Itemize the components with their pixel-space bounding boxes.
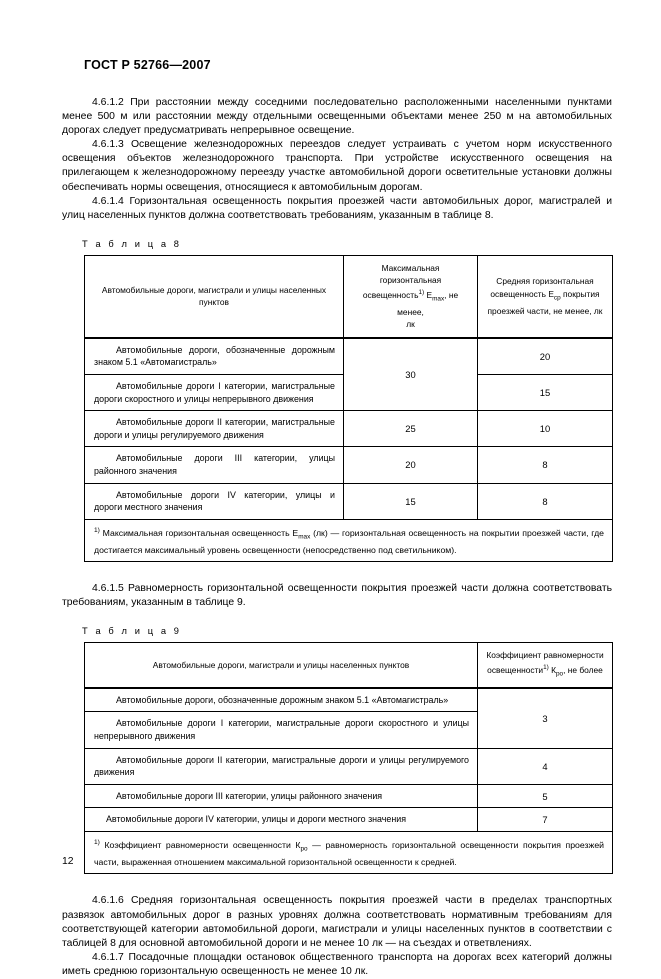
spacer [62, 562, 612, 582]
table8-row4-desc: Автомобильные дороги IV категории, улицы и дороги местного значения [94, 489, 335, 513]
table-row [85, 748, 613, 784]
table9-header [85, 643, 613, 688]
table8-header [85, 255, 613, 337]
table8-row2-emax: 25 [405, 423, 416, 435]
table8-header-col2-line2-post: , не менее, [397, 289, 459, 317]
table8-cell-desc [85, 483, 344, 519]
table8-footnote-pre: Максимальная горизонтальная освещенность E [99, 527, 299, 538]
table9-row0-k: 3 [542, 712, 548, 724]
table8-header-col3-line3: проезжей части, не менее, лк [487, 305, 603, 316]
table9-header-col2-subscript: ро [555, 670, 564, 678]
paragraph-4-6-1-4: 4.6.1.4 Горизонтальная освещенность покрытия проезжей части автомобильных дорог, магистралей и улиц населенных пунктов должна соответствовать требованиям, указанным в таблице 8. [62, 195, 612, 221]
table8-cell-ecp [478, 447, 613, 483]
table9-row0-desc: Автомобильные дороги, обозначенные дорожным знаком 5.1 «Автомагистраль» [116, 694, 449, 705]
table9-cell-desc [85, 688, 478, 712]
table9-cell-desc [85, 808, 478, 832]
table8-header-col2-line1: Максимальная горизонтальная [379, 262, 442, 286]
table8 [84, 255, 613, 562]
table8-header-col3-line1: Средняя горизонтальная [496, 276, 594, 287]
table8-caption: Т а б л и ц а 8 [82, 238, 182, 249]
table9-footnote-cell [85, 832, 613, 874]
table9-cell-k [478, 688, 613, 748]
paragraph-4-6-1-6: 4.6.1.6 Средняя горизонтальная освещенность покрытия проезжей части в пределах транспортных развязок автомобильных дорог в разных уровнях должна соответствовать нормативным требованиям для соответствующей категории автомобильной дороги, магистрали и улицы населенных пунктов в соответствии с таблицей 8 для основной автомобильной дороги и не менее 10 лк — на съездах и ответвлениях. [62, 895, 612, 949]
table-row [85, 643, 613, 688]
table9-row3-k: 5 [542, 790, 548, 802]
table8-header-col2-text [344, 256, 477, 337]
table8-row4-emax: 15 [405, 495, 416, 507]
table9-footnote-pre: Коэффициент равномерности освещенности К [99, 839, 301, 850]
table-row [85, 255, 613, 337]
spacer [62, 610, 612, 626]
table8-cell-emax [344, 447, 478, 483]
spacer [62, 874, 612, 894]
paragraph-4-6-1-2: 4.6.1.2 При расстоянии между соседними последовательно расположенными населенными пунктами менее 500 м или расстоянии между отдельными освещенными объектами менее 250 м на автомобильных дорогах следует предусматривать непрерывное освещение. [62, 97, 612, 137]
table-row [85, 483, 613, 519]
table8-header-col3 [478, 255, 613, 337]
table8-header-col2-subscript: max [432, 295, 445, 303]
table8-cell-emax [344, 483, 478, 519]
table9-cell-k [478, 784, 613, 808]
table8-row2-desc: Автомобильные дороги II категории, магистральные дороги и улицы регулируемого движения [94, 417, 335, 440]
table9-row2-desc: Автомобильные дороги II категории, магистральные дороги и улицы регулируемого движения [94, 754, 469, 778]
footnote-marker: 1) [94, 839, 100, 846]
table8-header-col1 [85, 255, 344, 337]
table8-header-col2-line3: лк [406, 319, 415, 330]
paragraph-4-6-1-3: 4.6.1.3 Освещение железнодорожных переездов следует устраивать с учетом норм искусственного освещения объектов железнодорожного транспорта. При устройстве искусственного освещения на прилегающем к железнодорожному переезду участке автомобильной дороги осветительные установки должны обеспечивать нормы освещения, относящиеся к автомобильным дорогам. [62, 139, 612, 193]
table8-row3-desc: Автомобильные дороги III категории, улицы районного значения [94, 453, 335, 476]
table8-row4-ecp: 8 [542, 495, 548, 507]
table8-header-col3-text [478, 269, 612, 323]
table8-footnote-cell [85, 519, 613, 561]
table8-row1-desc: Автомобильные дороги I категории, магистральные дороги скоростного и улицы непрерывного движения [94, 381, 335, 404]
table9-row3-desc: Автомобильные дороги III категории, улицы районного значения [116, 790, 383, 801]
spacer [62, 223, 612, 239]
table9-header-col2-symbol: К [548, 664, 556, 675]
table9-header-col1-text: Автомобильные дороги, магистрали и улицы населенных пунктов [152, 659, 410, 670]
table9-header-col2-text [478, 643, 612, 686]
table8-header-col1-text: Автомобильные дороги, магистрали и улицы населенных пунктов [101, 284, 327, 308]
table8-footnote-post: (лк) — горизонтальная освещенность на покрытии проезжей части, где достигается максимальный уровень освещенности (непосредственно под светильником). [94, 527, 604, 555]
table8-header-col3-subscript: ср [553, 294, 561, 302]
table-row [85, 832, 613, 874]
footnote-marker: 1) [543, 663, 549, 671]
table-row [85, 808, 613, 832]
table8-cell-ecp [478, 483, 613, 519]
table-row [85, 447, 613, 483]
table-row [85, 688, 613, 712]
table8-row0-emax: 30 [405, 369, 416, 380]
table8-cell-desc [85, 338, 344, 375]
table9-row2-k: 4 [542, 760, 548, 772]
paragraph-4-6-1-7: 4.6.1.7 Посадочные площадки остановок общественного транспорта на дорогах всех категорий должны иметь среднюю горизонтальную освещенность не менее 10 лк. [62, 951, 612, 977]
footnote-marker: 1) [94, 526, 100, 534]
table9-cell-desc [85, 784, 478, 808]
table9-row1-desc: Автомобильные дороги I категории, магистральные дороги скоростного и улицы непрерывного движения [94, 718, 469, 742]
table9-cell-desc [85, 748, 478, 784]
table8-header-col3-line2-post: покрытия [560, 288, 600, 299]
table8-cell-desc [85, 375, 344, 411]
table8-cell-ecp [478, 411, 613, 447]
table9-header-col1 [85, 643, 478, 688]
table-row [85, 411, 613, 447]
table-row [85, 784, 613, 808]
table8-row2-ecp: 10 [539, 423, 551, 435]
table9-header-col2-line2-post: , не более [563, 664, 603, 675]
footnote-marker: 1) [418, 288, 425, 296]
table9-header-col2-line2-pre: освещенности [487, 664, 544, 675]
standard-header: ГОСТ Р 52766—2007 [84, 58, 211, 72]
table9-row4-k: 7 [542, 814, 548, 826]
table9-header-col2 [478, 643, 613, 688]
table9-caption: Т а б л и ц а 9 [82, 626, 182, 637]
table9-footnote-subscript: ро [300, 845, 308, 853]
table9-cell-k [478, 808, 613, 832]
table8-header-col2 [344, 255, 478, 337]
table9-body [85, 688, 613, 874]
table8-cell-desc [85, 411, 344, 447]
table8-row3-ecp: 8 [542, 459, 548, 471]
table8-row0-desc: Автомобильные дороги, обозначенные дорожным знаком 5.1 «Автомагистраль» [94, 344, 335, 368]
table8-cell-ecp [478, 375, 613, 411]
table8-body [85, 338, 613, 562]
table8-footnote [85, 520, 612, 561]
table8-cell-desc [85, 447, 344, 483]
page-number: 12 [62, 856, 74, 867]
table-row [85, 338, 613, 375]
table9-cell-k [478, 748, 613, 784]
table9-footnote [85, 832, 612, 873]
table8-row1-ecp: 15 [539, 387, 551, 399]
table8-row3-emax: 20 [405, 459, 416, 471]
table8-row0-ecp: 20 [539, 350, 551, 362]
table8-header-col2-symbol: E [426, 289, 433, 300]
table8-footnote-subscript: max [298, 533, 311, 541]
table9 [84, 642, 613, 874]
table9-cell-desc [85, 712, 478, 748]
table8-header-col3-line2-pre: освещенность E [490, 288, 554, 299]
table9-footnote-post: — равномерность горизонтальной освещенности покрытия проезжей части, выраженная отношением максимальной горизонтальной освещенности к средней. [94, 839, 604, 868]
table8-cell-emax [344, 411, 478, 447]
page-content [62, 96, 612, 979]
paragraph-4-6-1-5: 4.6.1.5 Равномерность горизонтальной освещенности покрытия проезжей части должна соответствовать требованиям, указанным в таблице 9. [62, 583, 612, 609]
table-row [85, 519, 613, 561]
table9-row4-desc: Автомобильные дороги IV категории, улицы и дороги местного значения [106, 814, 407, 825]
table8-cell-ecp [478, 338, 613, 375]
table8-cell-emax [344, 338, 478, 411]
table9-header-col2-line1: Коэффициент равномерности [486, 650, 604, 661]
table8-header-col2-line2-pre: освещенность [362, 289, 419, 300]
